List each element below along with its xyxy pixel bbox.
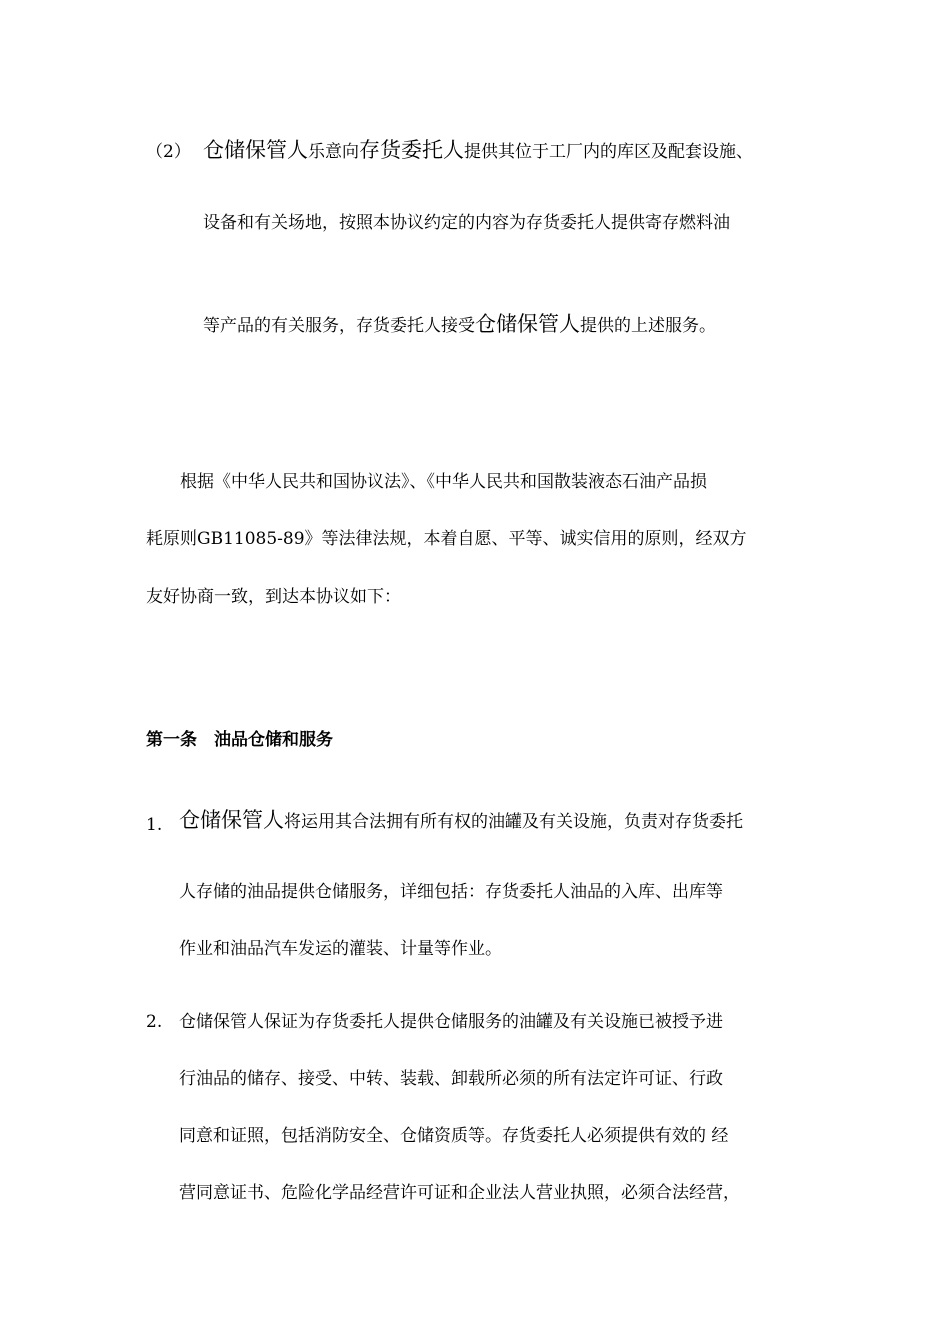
- item-2-line-3: 同意和证照，包括消防安全、仓储资质等。存货委托人必须提供有效的 经: [179, 1126, 729, 1146]
- item-2-line-4: 营同意证书、危险化学品经营许可证和企业法人营业执照，必须合法经营，: [179, 1183, 740, 1203]
- item-2-line-1: 仓储保管人保证为存货委托人提供仓储服务的油罐及有关设施已被授予进: [179, 1012, 723, 1032]
- item-1-line-1: [179, 808, 743, 834]
- text-segment: 提供的上述服务。: [580, 316, 716, 336]
- item-1-line-3: 作业和油品汽车发运的灌装、计量等作业。: [179, 939, 502, 959]
- party-name-warehouse-keeper: 仓储保管人: [475, 312, 580, 336]
- paragraph-2-line-3: [203, 312, 716, 338]
- basis-line-1: 根据《中华人民共和国协议法》、《中华人民共和国散装液态石油产品损: [180, 472, 707, 492]
- paragraph-2-line-2: 设备和有关场地，按照本协议约定的内容为存货委托人提供寄存燃料油: [203, 213, 730, 233]
- text-segment: 等产品的有关服务，存货委托人接受: [203, 316, 475, 336]
- basis-line-2: 耗原则GB11085-89》等法律法规，本着自愿、平等、诚实信用的原则，经双方: [146, 529, 747, 549]
- item-1-line-2: 人存储的油品提供仓储服务，详细包括：存货委托人油品的入库、出库等: [179, 882, 723, 902]
- item-1-marker: 1.: [146, 815, 163, 835]
- item-2-marker: 2.: [146, 1012, 163, 1032]
- basis-line-3: 友好协商一致，到达本协议如下：: [146, 587, 401, 607]
- text-segment: 将运用其合法拥有所有权的油罐及有关设施，负责对存货委托: [284, 812, 743, 832]
- article-1-heading: 第一条 油品仓储和服务: [146, 730, 333, 750]
- item-2-line-2: 行油品的储存、接受、中转、装载、卸载所必须的所有法定许可证、行政: [179, 1069, 723, 1089]
- text-segment: 乐意向: [308, 142, 359, 162]
- paragraph-2-line-1: [203, 138, 753, 164]
- party-name-depositor: 存货委托人: [359, 138, 464, 162]
- paragraph-2-marker: （2）: [146, 142, 191, 162]
- party-name-warehouse-keeper: 仓储保管人: [203, 138, 308, 162]
- party-name-warehouse-keeper: 仓储保管人: [179, 808, 284, 832]
- text-segment: 提供其位于工厂内的库区及配套设施、: [464, 142, 753, 162]
